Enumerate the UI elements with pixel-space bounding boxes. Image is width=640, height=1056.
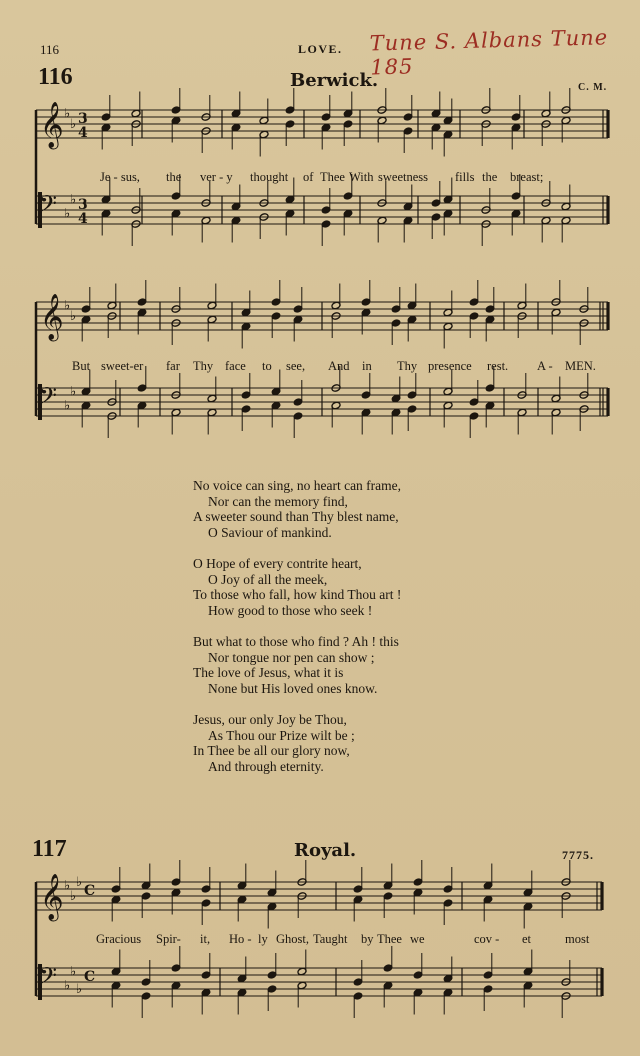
treble-staff (36, 88, 608, 157)
lyric-syllable: in (362, 359, 372, 373)
flat-icon: ♭ (64, 298, 71, 314)
lyric-syllable: With (349, 170, 374, 184)
flat-icon: ♭ (64, 206, 71, 222)
flat-icon: ♭ (70, 964, 77, 980)
time-signature: 4 (78, 211, 88, 227)
time-signature: 4 (78, 125, 88, 141)
bass-clef-icon: 𝄢 (39, 962, 58, 995)
stanza-line: But what to those who find ? Ah ! this (193, 634, 399, 649)
lyric-syllable: et (522, 932, 532, 946)
flat-icon: ♭ (70, 117, 77, 132)
time-signature: 3 (78, 197, 88, 213)
lyric-syllable: Thee (377, 932, 402, 946)
stanza-line: The love of Jesus, what it is (193, 665, 344, 680)
lyric-syllable: Ghost, (276, 932, 309, 946)
lyric-syllable: ly (258, 932, 268, 946)
lyric-syllable: Thy (193, 359, 214, 373)
stanza-line: No voice can sing, no heart can frame, (193, 478, 402, 493)
flat-icon: ♭ (64, 106, 71, 122)
lyric-syllable: Gracious (96, 932, 142, 946)
lyric-syllable: fills (455, 170, 475, 184)
tune-name: Berwick. (290, 70, 379, 91)
hymn-number: 117 (32, 836, 67, 862)
stanza-line: O Saviour of mankind. (208, 524, 332, 540)
lyric-syllable: Je - sus, (100, 170, 140, 184)
lyric-syllable: it, (200, 932, 211, 946)
stanza (193, 712, 401, 774)
stanza-line: And through eternity. (208, 758, 324, 774)
flat-icon: ♭ (64, 398, 71, 414)
treble-clef-icon: 𝄞 (40, 102, 64, 148)
bass-staff (36, 946, 602, 1018)
stanza-line: In Thee be all our glory now, (193, 743, 350, 758)
lyric-syllable: by (361, 932, 374, 946)
lyric-syllable: And (328, 359, 350, 373)
lyric-syllable: sweet-er (101, 359, 144, 373)
lyric-syllable: Taught (313, 932, 348, 946)
lyric-syllable: Spir- (156, 932, 181, 946)
stanza-line: Nor can the memory find, (208, 493, 348, 509)
treble-clef-icon: 𝄞 (40, 874, 64, 920)
time-signature: C (84, 883, 96, 899)
stanza (193, 478, 401, 540)
flat-icon: ♭ (64, 878, 71, 894)
lyric-syllable: far (166, 359, 180, 373)
flat-icon: ♭ (70, 309, 77, 324)
lyric-syllable: Ho - (229, 932, 252, 946)
treble-staff (36, 860, 602, 929)
bass-clef-icon: 𝄢 (39, 382, 58, 415)
lyric-syllable: ver - y (200, 170, 233, 184)
lyric-syllable: But (72, 359, 91, 373)
flat-icon: ♭ (76, 875, 83, 890)
time-signature: C (84, 969, 96, 985)
flat-icon: ♭ (70, 889, 77, 904)
lyric-syllable: thought (250, 170, 289, 184)
lyric-syllable: cov - (474, 932, 500, 946)
time-signature: 3 (78, 111, 88, 127)
hymn-number: 116 (38, 64, 73, 90)
hymn-stanzas (193, 478, 401, 790)
lyric-syllable: the (166, 170, 182, 184)
lyric-syllable: sweetness (378, 170, 428, 184)
lyric-syllable: breast; (510, 170, 544, 184)
stanza-line: To those who fall, how kind Thou art ! (193, 587, 402, 602)
lyric-syllable: A - (537, 359, 553, 373)
stanza-line: Jesus, our only Joy be Thou, (193, 712, 347, 727)
stanza (193, 556, 401, 618)
lyric-syllable: most (565, 932, 590, 946)
flat-icon: ♭ (76, 982, 83, 997)
lyric-syllable: of (303, 170, 314, 184)
stanza-line: How good to those who seek ! (208, 602, 373, 618)
page-number: 116 (40, 42, 60, 57)
stanza (193, 634, 401, 696)
treble-clef-icon: 𝄞 (40, 294, 64, 340)
bass-clef-icon: 𝄢 (39, 190, 58, 223)
lyric-syllable: Thee (320, 170, 345, 184)
hymn-meter: C. M. (578, 82, 608, 93)
stanza-line: O Joy of all the meek, (208, 571, 328, 587)
section-heading: LOVE. (298, 42, 343, 56)
stanza-line: None but His loved ones know. (208, 680, 378, 696)
tune-name: Royal. (294, 840, 357, 861)
lyric-syllable: see, (286, 359, 306, 373)
stanza-line: A sweeter sound than Thy blest name, (193, 509, 399, 524)
stanza-line: O Hope of every contrite heart, (193, 556, 362, 571)
hymn-meter: 7775. (562, 848, 594, 862)
lyric-syllable: to (262, 359, 272, 373)
lyric-syllable: presence (428, 359, 472, 373)
lyric-syllable: MEN. (565, 359, 596, 373)
flat-icon: ♭ (70, 384, 77, 400)
music-system-3 (36, 868, 610, 1038)
lyric-syllable: we (410, 932, 425, 946)
handwritten-annotation: Tune S. Albans Tune 185 (369, 25, 609, 80)
flat-icon: ♭ (70, 192, 77, 208)
lyric-syllable: face (225, 359, 246, 373)
stanza-line: As Thou our Prize wilt be ; (208, 727, 355, 743)
lyric-syllable: the (482, 170, 498, 184)
lyric-syllable: Thy (397, 359, 418, 373)
lyric-syllable: rest. (487, 359, 509, 373)
stanza-line: Nor tongue nor pen can show ; (208, 649, 375, 665)
flat-icon: ♭ (64, 978, 71, 994)
